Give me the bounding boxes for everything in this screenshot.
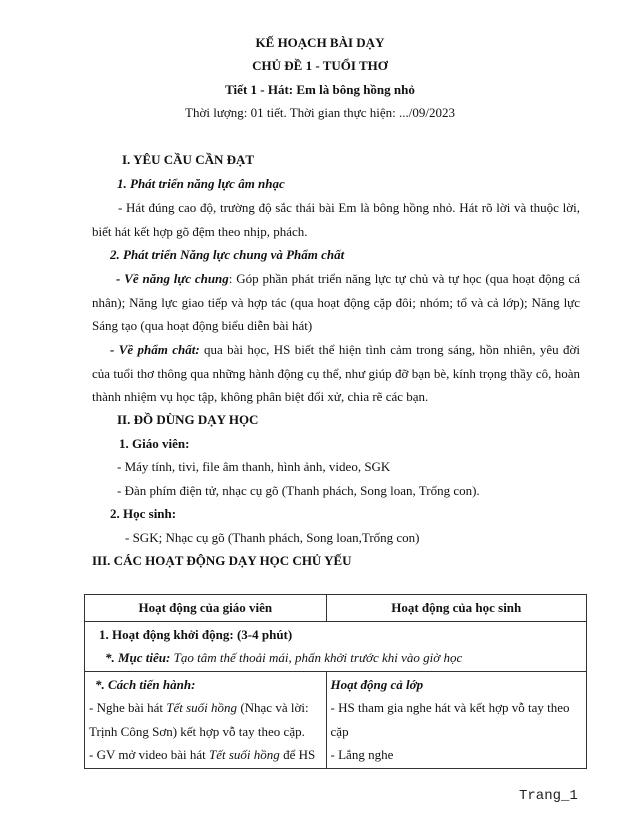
capacity-label: - Về năng lực chung	[116, 271, 229, 286]
teacher-item-1: - Máy tính, tivi, file âm thanh, hình ảnh, video, SGK	[117, 459, 391, 474]
teacher-item-2: - Đàn phím điện tử, nhạc cụ gõ (Thanh phách, Song loan, Trống con).	[117, 483, 480, 498]
student-item: - SGK; Nhạc cụ gõ (Thanh phách, Song loan,Trống con)	[125, 530, 420, 545]
topic-title: CHỦ ĐỀ 1 - TUỔI THƠ	[252, 58, 388, 73]
student-title: 2. Học sinh:	[110, 506, 177, 521]
teacher-step-2: - GV mở video bài hát Tết suối hồng để HS	[89, 747, 316, 762]
student-activity-title: Hoạt động cả lớp	[330, 676, 424, 692]
header-teacher: Hoạt động của giáo viên	[85, 595, 327, 622]
goal-line	[99, 646, 582, 670]
song-name: Tết suối hồng	[209, 747, 280, 762]
section2-heading: II. ĐỒ DÙNG DẠY HỌC	[117, 412, 259, 427]
goal-text: Tạo tâm thế thoải mái, phấn khởi trước khi vào giờ học	[170, 650, 463, 665]
student-cell	[326, 671, 586, 768]
capacity-text: : Góp phần phát triển năng lực tự chủ và tự học (qua hoạt động cá nhân); Năng lực giao tiếp và hợp tác (qua hoạt động cặp đôi; nhóm; tổ và cả lớp); Năng lực Sáng tạo (qua hoạt động biểu diễn bài hát)	[92, 271, 580, 333]
duration-line: Thời lượng: 01 tiết. Thời gian thực hiện: .../09/2023	[185, 105, 455, 120]
quality-label: - Về phẩm chất:	[110, 342, 200, 357]
page-number: Trang_1	[519, 788, 578, 804]
section1-sub2-title: 2. Phát triển Năng lực chung và Phẩm chất	[110, 247, 345, 262]
section1-heading: I. YÊU CẦU CẦN ĐẠT	[122, 152, 255, 167]
student-step-1: - HS tham gia nghe hát và kết hợp vỗ tay theo cặp	[330, 700, 570, 739]
section3-heading: III. CÁC HOẠT ĐỘNG DẠY HỌC CHỦ YẾU	[92, 553, 352, 568]
table-row	[85, 621, 587, 671]
song-name: Tết suối hồng	[166, 700, 238, 715]
quality-text: qua bài học, HS biết thể hiện tình cảm trong sáng, hồn nhiên, yêu đời của tuổi thơ thông qua những hành động cụ thể, như giúp đỡ bạn bè, kính trọng thầy cô, hoàn thành nhiệm vụ học tập, không phân biệt đối xử, chia rẽ các bạn.	[92, 342, 580, 404]
teacher-title: 1. Giáo viên:	[119, 436, 190, 451]
section1-sub1-text: - Hát đúng cao độ, trường độ sắc thái bài Em là bông hồng nhỏ. Hát rõ lời và thuộc lời, biết hát kết hợp gõ đệm theo nhịp, phách.	[92, 200, 580, 239]
activities-table	[84, 594, 587, 769]
student-step-2: - Lắng nghe	[330, 747, 394, 762]
table-row	[85, 671, 587, 768]
section1-quality-paragraph	[92, 338, 580, 409]
teacher-cell	[85, 671, 327, 768]
table-header-row	[85, 595, 587, 622]
lesson-title: Tiết 1 - Hát: Em là bông hồng nhỏ	[225, 82, 415, 97]
section1-sub1-title: 1. Phát triển năng lực âm nhạc	[117, 176, 285, 191]
header-student: Hoạt động của học sinh	[326, 595, 586, 622]
section1-capacity-paragraph	[92, 267, 580, 338]
plan-title: KẾ HOẠCH BÀI DẠY	[255, 35, 385, 50]
goal-label: *. Mục tiêu:	[105, 650, 171, 665]
teacher-step-1: - Nghe bài hát Tết suối hồng (Nhạc và lời: Trịnh Công Sơn) kết hợp vỗ tay theo cặp.	[89, 700, 309, 739]
method-label: *. Cách tiến hành:	[95, 676, 196, 692]
activity-row	[85, 621, 587, 671]
activity-title: 1. Hoạt động khởi động: (3-4 phút)	[99, 626, 293, 642]
